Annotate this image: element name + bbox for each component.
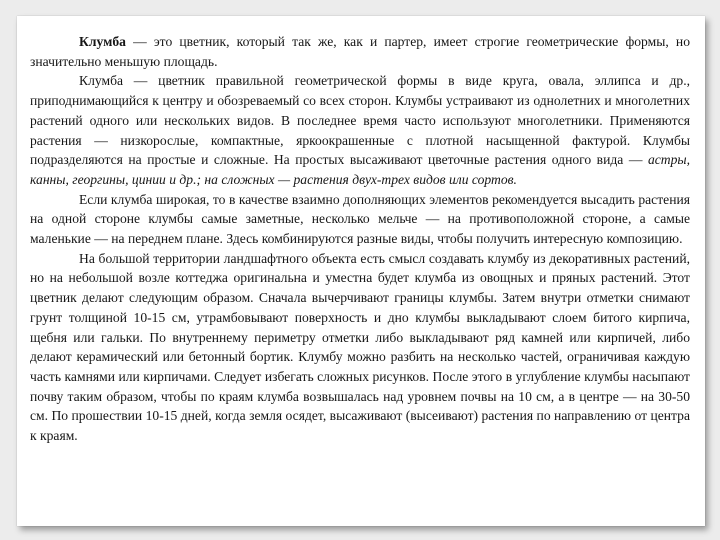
document-page: [17, 16, 705, 526]
simple-beds-examples: астры, канны, георгины, цинии и др.; на сложных —: [30, 152, 690, 187]
paragraph-wide-bed: [30, 190, 690, 249]
paragraph-definition: [30, 32, 690, 71]
description-text: Клумба — цветник правильной геометрической формы в виде круга, овала, эллипса и др., приподнимающийся к центру и обозреваемый со всех сторон. Клумбы устраивают из однолетних и многолетних растений одного или нескольких видов. В последнее время часто используют многолетники. Применяются растения — низкорослые, компактные, яркоокрашенные с плотной насыщенной фактурой. Клумбы подразделяются на простые и сложные. На простых высаживают цветочные растения одного вида —: [30, 73, 690, 168]
complex-beds-examples: растения двух-трех видов или сортов.: [290, 171, 517, 187]
paragraph-description: [30, 71, 690, 189]
document-body: [30, 32, 690, 446]
paragraph-construction: [30, 249, 690, 446]
definition-text: — это цветник, который так же, как и партер, имеет строгие геометрические формы, но значительно меньшую площадь.: [30, 34, 690, 69]
construction-text: На большой территории ландшафтного объекта есть смысл создавать клумбу из декоративных растений, но на небольшой возле коттеджа оригинальна и уместна будет клумба из овощных и пряных растений. Этот цветник делают следующим образом. Сначала вычерчивают границы клумбы. Затем внутри отметки снимают грунт толщиной 10-15 см, утрамбовывают поверхность и дно клумбы выкладывают слоем битого кирпича, щебня или гальки. По внутреннему периметру отметки либо выкладывают ряд камней или кирпичей, либо делают керамический или бетонный бортик. Клумбу можно разбить на несколько частей, ограничивая каждую часть камнями или кирпичами. Следует избегать сложных рисунков. После этого в углубление клумбы насыпают почву таким образом, чтобы по краям клумба возвышалась над уровнем почвы на 10 см, а в центре — на 30-50 см. По прошествии 10-15 дней, когда земля осядет, высаживают (высеивают) растения по направлению от центра к краям.: [30, 250, 690, 444]
term-klumba: Клумба: [79, 34, 126, 49]
wide-bed-text: Если клумба широкая, то в качестве взаимно дополняющих элементов рекомендуется высадить растения на одной стороне клумбы самые заметные, несколько мельче — на противоположной стороне, а самые маленькие — на переднем плане. Здесь комбинируются разные виды, чтобы получить интересную композицию.: [30, 191, 690, 247]
